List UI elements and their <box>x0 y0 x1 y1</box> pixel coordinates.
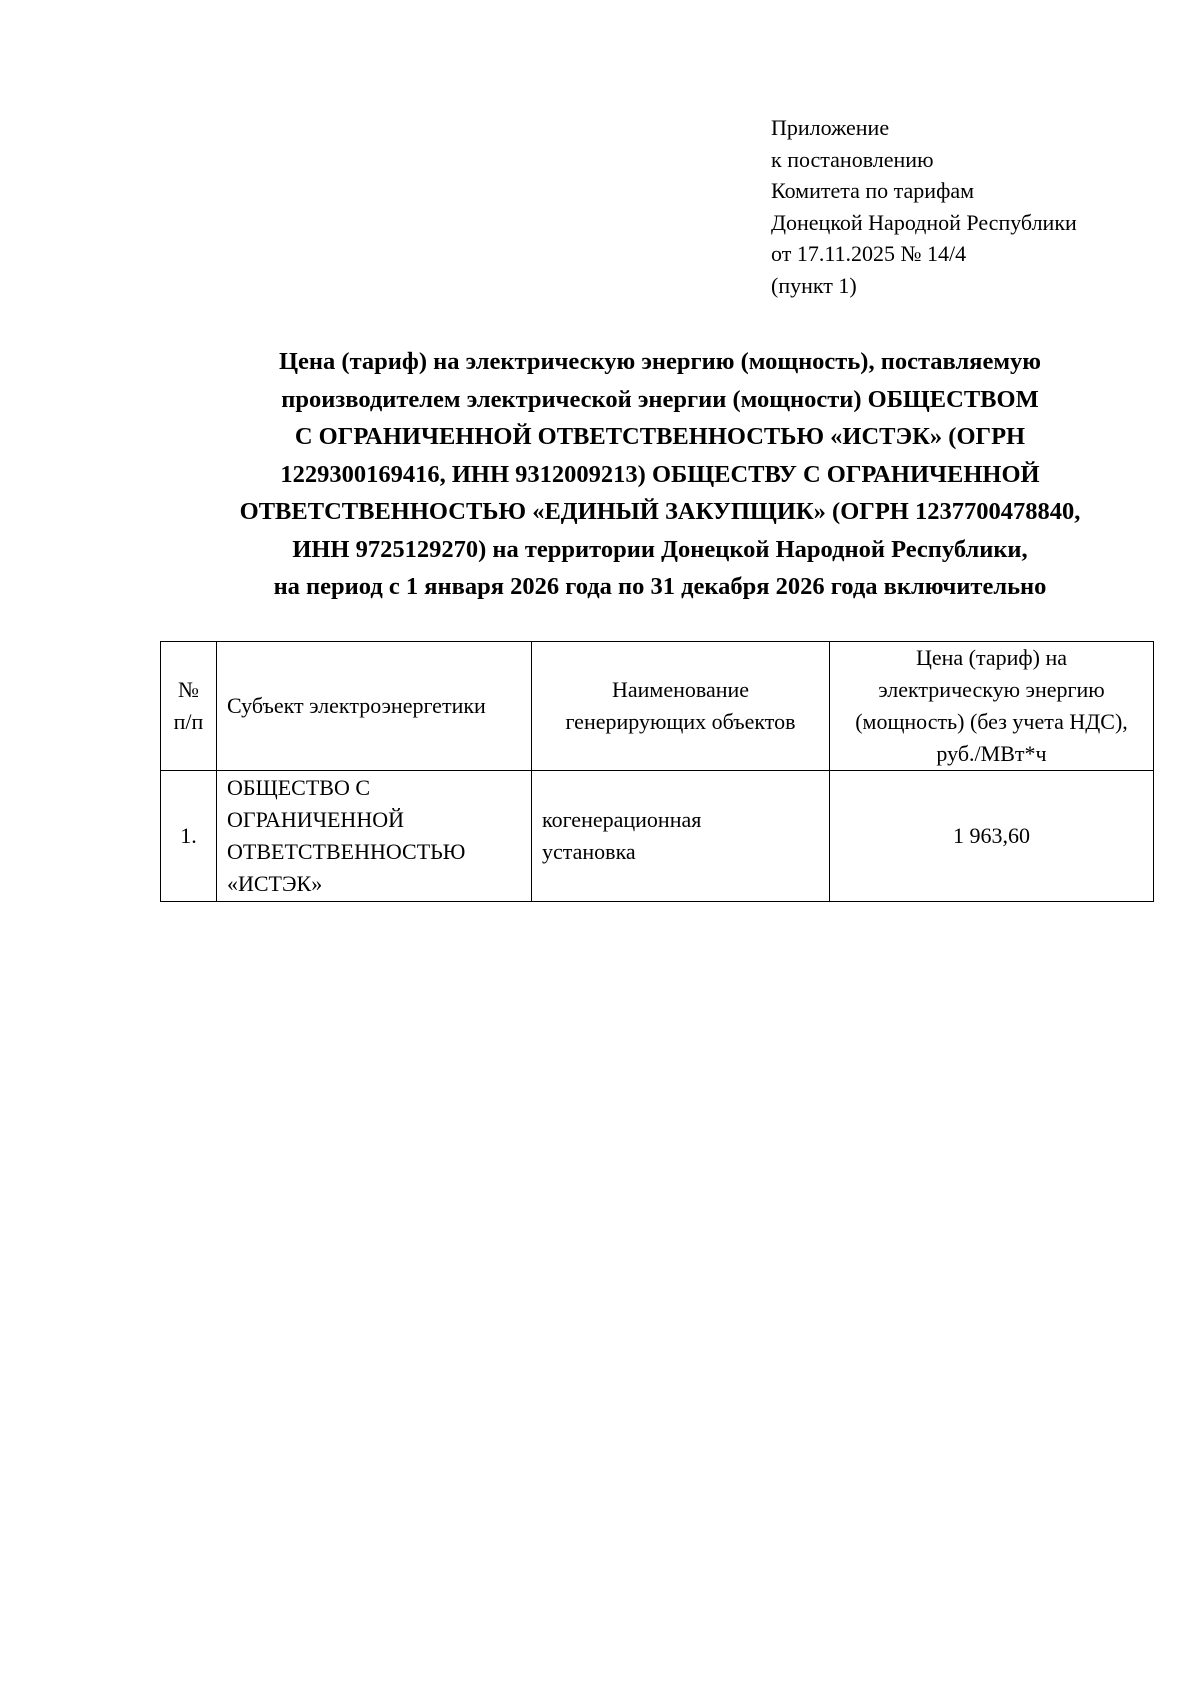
title-line: Цена (тариф) на электрическую энергию (мощность), поставляемую <box>279 348 1041 375</box>
title-line: 1229300169416, ИНН 9312009213) ОБЩЕСТВУ С ОГРАНИЧЕННОЙ <box>280 460 1040 488</box>
cell-subject-line: ОТВЕТСТВЕННОСТЬЮ <box>227 839 466 864</box>
title-line: ОТВЕТСТВЕННОСТЬЮ «ЕДИНЫЙ ЗАКУПЩИК» (ОГРН 1237700478840, <box>239 498 1081 525</box>
cell-object <box>532 771 830 902</box>
header-object-line: Наименование <box>611 677 750 702</box>
attachment-line: Донецкой Народной Республики <box>771 209 1077 235</box>
header-num-line: п/п <box>173 709 204 734</box>
header-price-line: (мощность) (без учета НДС), <box>855 709 1128 734</box>
attachment-line: (пункт 1) <box>771 272 857 298</box>
tariff-table <box>160 641 1154 902</box>
cell-object-line: когенерационная <box>542 807 702 832</box>
header-subject <box>217 642 532 771</box>
header-subject-line: Субъект электроэнергетики <box>227 693 486 718</box>
title-line: С ОГРАНИЧЕННОЙ ОТВЕТСТВЕННОСТЬЮ «ИСТЭК» (ОГРН <box>294 423 1026 450</box>
header-object <box>532 642 830 771</box>
header-num-line: № <box>178 677 199 702</box>
cell-num: 1. <box>161 771 217 902</box>
cell-price: 1 963,60 <box>830 771 1154 902</box>
cell-subject-line: ОБЩЕСТВО С <box>227 775 370 800</box>
cell-subject <box>217 771 532 902</box>
attachment-line: Комитета по тарифам <box>771 178 975 203</box>
attachment-line: Приложение <box>771 115 890 140</box>
header-object-line: генерирующих объектов <box>565 709 796 734</box>
title-line: на период с 1 января 2026 года по 31 декабря 2026 года включительно <box>273 573 1047 600</box>
title-line: ИНН 9725129270) на территории Донецкой Народной Республики, <box>292 535 1028 563</box>
attachment-line: к постановлению <box>771 146 934 172</box>
cell-subject-line: ОГРАНИЧЕННОЙ <box>227 807 404 832</box>
document-title <box>160 343 1160 606</box>
cell-subject-line: «ИСТЭК» <box>227 871 323 896</box>
header-price-line: электрическую энергию <box>878 677 1105 702</box>
attachment-line: от 17.11.2025 № 14/4 <box>771 241 967 266</box>
attachment-block <box>771 112 1077 301</box>
table-header-row <box>161 642 1154 771</box>
header-price-line: Цена (тариф) на <box>915 645 1068 670</box>
cell-object-line: установка <box>542 839 636 864</box>
title-line: производителем электрической энергии (мощности) ОБЩЕСТВОМ <box>281 385 1039 413</box>
table-row <box>161 771 1154 902</box>
header-price-line: руб./МВт*ч <box>936 741 1047 766</box>
header-num <box>161 642 217 771</box>
header-price <box>830 642 1154 771</box>
